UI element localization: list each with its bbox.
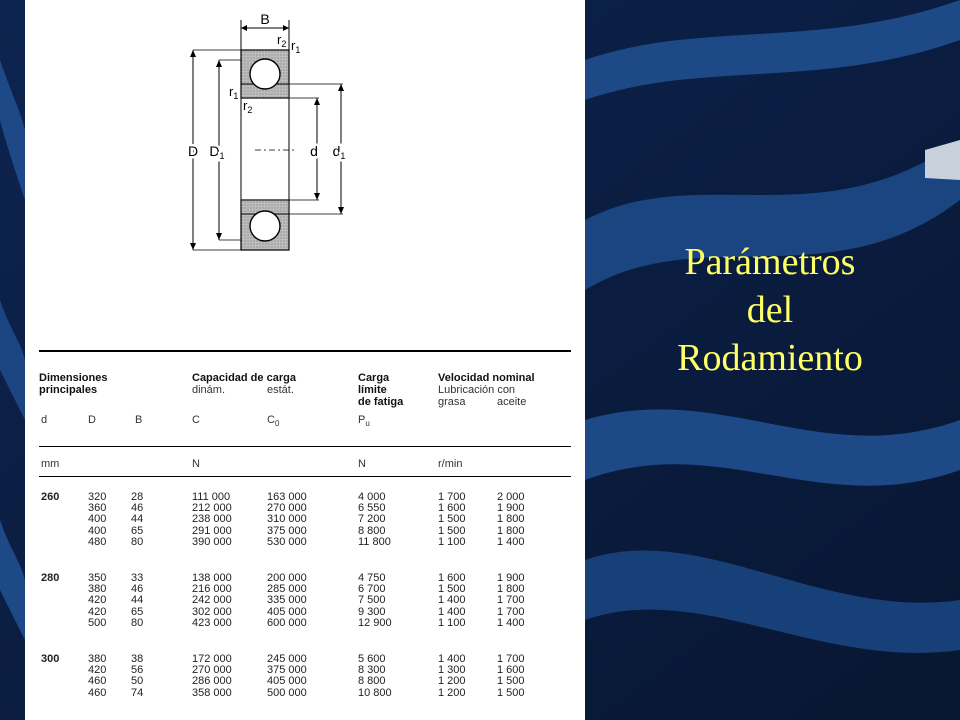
cell-C0: 310 000 bbox=[267, 513, 307, 526]
cell-C0: 335 000 bbox=[267, 594, 307, 607]
cell-D: 380 bbox=[88, 653, 107, 665]
bearing-datasheet bbox=[25, 0, 585, 720]
cell-C0: 163 000 bbox=[267, 491, 307, 503]
cell-aceite: 1 600 bbox=[497, 664, 525, 677]
units-rule bbox=[39, 476, 571, 477]
cell-Pu: 6 550 bbox=[358, 502, 386, 515]
label-r1-top: $r_1$ bbox=[291, 38, 301, 55]
group-bore-d: 260 bbox=[41, 491, 60, 503]
cell-D: 400 bbox=[88, 513, 107, 526]
cell-grasa: 1 100 bbox=[438, 535, 466, 548]
cell-D: 320 bbox=[88, 491, 107, 503]
cell-D: 420 bbox=[88, 594, 107, 607]
header-aceite: aceite bbox=[497, 396, 527, 408]
cell-B: 65 bbox=[131, 524, 144, 537]
symbol-B: B bbox=[135, 414, 143, 426]
cell-grasa: 1 500 bbox=[438, 583, 466, 596]
cell-C0: 285 000 bbox=[267, 583, 307, 596]
cell-C0: 405 000 bbox=[267, 605, 307, 618]
header-velocidad: Velocidad nominal bbox=[438, 372, 535, 384]
cell-C: 111 000 bbox=[192, 491, 231, 503]
header-carga: Carga bbox=[358, 372, 390, 384]
cell-aceite: 1 900 bbox=[497, 572, 525, 584]
cell-C0: 600 000 bbox=[267, 616, 307, 629]
cell-C0: 245 000 bbox=[267, 653, 307, 665]
cell-aceite: 2 000 bbox=[497, 491, 525, 503]
cell-D: 400 bbox=[88, 524, 107, 537]
unit-rmin: r/min bbox=[438, 458, 463, 470]
cell-grasa: 1 700 bbox=[438, 491, 466, 503]
cell-Pu: 4 000 bbox=[358, 491, 386, 503]
header-lubricacion: Lubricación con bbox=[438, 384, 516, 396]
slide-title-line-3: Rodamiento bbox=[677, 337, 863, 379]
cell-D: 480 bbox=[88, 535, 107, 548]
header-estat: estát. bbox=[267, 384, 294, 396]
cell-C: 286 000 bbox=[192, 675, 232, 688]
cell-aceite: 1 700 bbox=[497, 605, 525, 618]
cell-grasa: 1 600 bbox=[438, 572, 466, 584]
cell-Pu: 8 800 bbox=[358, 524, 386, 537]
symbol-C: C bbox=[192, 414, 200, 426]
cell-aceite: 1 400 bbox=[497, 616, 525, 629]
label-r2-top: $r_2$ bbox=[277, 32, 287, 49]
cell-C0: 200 000 bbox=[267, 572, 307, 584]
label-d: d bbox=[310, 143, 318, 159]
symbol-d: d bbox=[41, 414, 48, 426]
cell-aceite: 1 500 bbox=[497, 686, 525, 699]
cell-B: 56 bbox=[131, 664, 144, 677]
label-B: B bbox=[260, 11, 270, 27]
cell-B: 33 bbox=[131, 572, 144, 584]
cell-C: 138 000 bbox=[192, 572, 232, 584]
slide-title bbox=[600, 238, 940, 382]
header-rule bbox=[39, 446, 571, 447]
label-d1: $d_1$ bbox=[332, 143, 346, 161]
cell-B: 80 bbox=[131, 616, 144, 629]
cell-Pu: 4 750 bbox=[358, 572, 386, 584]
header-principales: principales bbox=[39, 384, 98, 396]
cell-grasa: 1 200 bbox=[438, 686, 466, 699]
cell-Pu: 6 700 bbox=[358, 583, 386, 596]
cell-Pu: 12 900 bbox=[358, 616, 392, 629]
cell-D: 460 bbox=[88, 686, 107, 699]
cell-grasa: 1 400 bbox=[438, 653, 466, 665]
cell-C: 423 000 bbox=[192, 616, 232, 629]
cell-B: 28 bbox=[131, 491, 144, 503]
cell-D: 380 bbox=[88, 583, 107, 596]
symbol-D: D bbox=[88, 414, 96, 426]
cell-B: 44 bbox=[131, 594, 144, 607]
header-capacidad: Capacidad de carga bbox=[192, 372, 296, 384]
cell-grasa: 1 300 bbox=[438, 664, 466, 677]
cell-grasa: 1 500 bbox=[438, 524, 466, 537]
header-limite: límite bbox=[358, 384, 387, 396]
cell-C: 390 000 bbox=[192, 535, 232, 548]
cell-C: 291 000 bbox=[192, 524, 232, 537]
cell-B: 74 bbox=[131, 686, 144, 699]
cell-aceite: 1 400 bbox=[497, 535, 525, 548]
cell-grasa: 1 200 bbox=[438, 675, 466, 688]
cell-C0: 375 000 bbox=[267, 524, 307, 537]
cell-C: 358 000 bbox=[192, 686, 232, 699]
label-D: D bbox=[187, 143, 199, 159]
symbol-Pu: $P_u$ bbox=[358, 414, 370, 429]
cell-B: 46 bbox=[131, 502, 144, 515]
cell-grasa: 1 600 bbox=[438, 502, 466, 515]
bearing-specs-table bbox=[25, 0, 585, 720]
group-bore-d: 300 bbox=[41, 653, 60, 665]
cell-C0: 405 000 bbox=[267, 675, 307, 688]
cell-aceite: 1 800 bbox=[497, 513, 525, 526]
cell-C0: 500 000 bbox=[267, 686, 307, 699]
cell-Pu: 9 300 bbox=[358, 605, 386, 618]
cell-C0: 530 000 bbox=[267, 535, 307, 548]
cell-aceite: 1 800 bbox=[497, 524, 525, 537]
cell-C: 238 000 bbox=[192, 513, 232, 526]
label-D1: $D_1$ bbox=[209, 143, 225, 161]
group-bore-d: 280 bbox=[41, 572, 60, 584]
unit-N-capacity: N bbox=[192, 458, 200, 470]
cell-Pu: 8 800 bbox=[358, 675, 386, 688]
cell-B: 80 bbox=[131, 535, 144, 548]
cell-grasa: 1 400 bbox=[438, 605, 466, 618]
cell-D: 460 bbox=[88, 675, 107, 688]
cell-Pu: 10 800 bbox=[358, 686, 392, 699]
cell-B: 65 bbox=[131, 605, 144, 618]
cell-aceite: 1 800 bbox=[497, 583, 525, 596]
cell-C0: 270 000 bbox=[267, 502, 307, 515]
cell-Pu: 8 300 bbox=[358, 664, 386, 677]
cell-D: 360 bbox=[88, 502, 107, 515]
cell-Pu: 11 800 bbox=[358, 535, 391, 548]
cell-grasa: 1 400 bbox=[438, 594, 466, 607]
unit-mm: mm bbox=[41, 458, 60, 470]
label-r2-mid: $r_2$ bbox=[243, 98, 253, 115]
cell-C: 172 000 bbox=[192, 653, 232, 665]
header-grasa: grasa bbox=[438, 396, 466, 408]
label-r1-mid: $r_1$ bbox=[229, 84, 239, 101]
cell-grasa: 1 500 bbox=[438, 513, 466, 526]
cell-aceite: 1 500 bbox=[497, 675, 525, 688]
cell-Pu: 7 200 bbox=[358, 513, 386, 526]
cell-B: 50 bbox=[131, 675, 144, 688]
slide-title-line-2: del bbox=[746, 289, 794, 331]
cell-aceite: 1 900 bbox=[497, 502, 525, 515]
cell-aceite: 1 700 bbox=[497, 594, 525, 607]
header-dinam: dinám. bbox=[192, 384, 226, 396]
cell-D: 420 bbox=[88, 664, 107, 677]
header-de-fatiga: de fatiga bbox=[358, 396, 404, 408]
cell-aceite: 1 700 bbox=[497, 653, 525, 665]
table-top-rule bbox=[39, 350, 571, 352]
cell-C: 212 000 bbox=[192, 502, 232, 515]
cell-B: 38 bbox=[131, 653, 144, 665]
cell-C0: 375 000 bbox=[267, 664, 307, 677]
cell-D: 420 bbox=[88, 605, 107, 618]
symbol-C0: $C_0$ bbox=[267, 414, 280, 429]
cell-grasa: 1 100 bbox=[438, 616, 466, 629]
cell-C: 242 000 bbox=[192, 594, 232, 607]
cell-B: 44 bbox=[131, 513, 144, 526]
cell-Pu: 5 600 bbox=[358, 653, 386, 665]
cell-C: 216 000 bbox=[192, 583, 232, 596]
unit-N-fatigue: N bbox=[358, 458, 366, 470]
cell-B: 46 bbox=[131, 583, 144, 596]
cell-C: 302 000 bbox=[192, 605, 232, 618]
cell-D: 350 bbox=[88, 572, 107, 584]
header-dimensiones: Dimensiones bbox=[39, 372, 108, 384]
cell-C: 270 000 bbox=[192, 664, 232, 677]
slide-title-line-1: Parámetros bbox=[684, 241, 856, 283]
cell-D: 500 bbox=[88, 616, 107, 629]
cell-Pu: 7 500 bbox=[358, 594, 386, 607]
